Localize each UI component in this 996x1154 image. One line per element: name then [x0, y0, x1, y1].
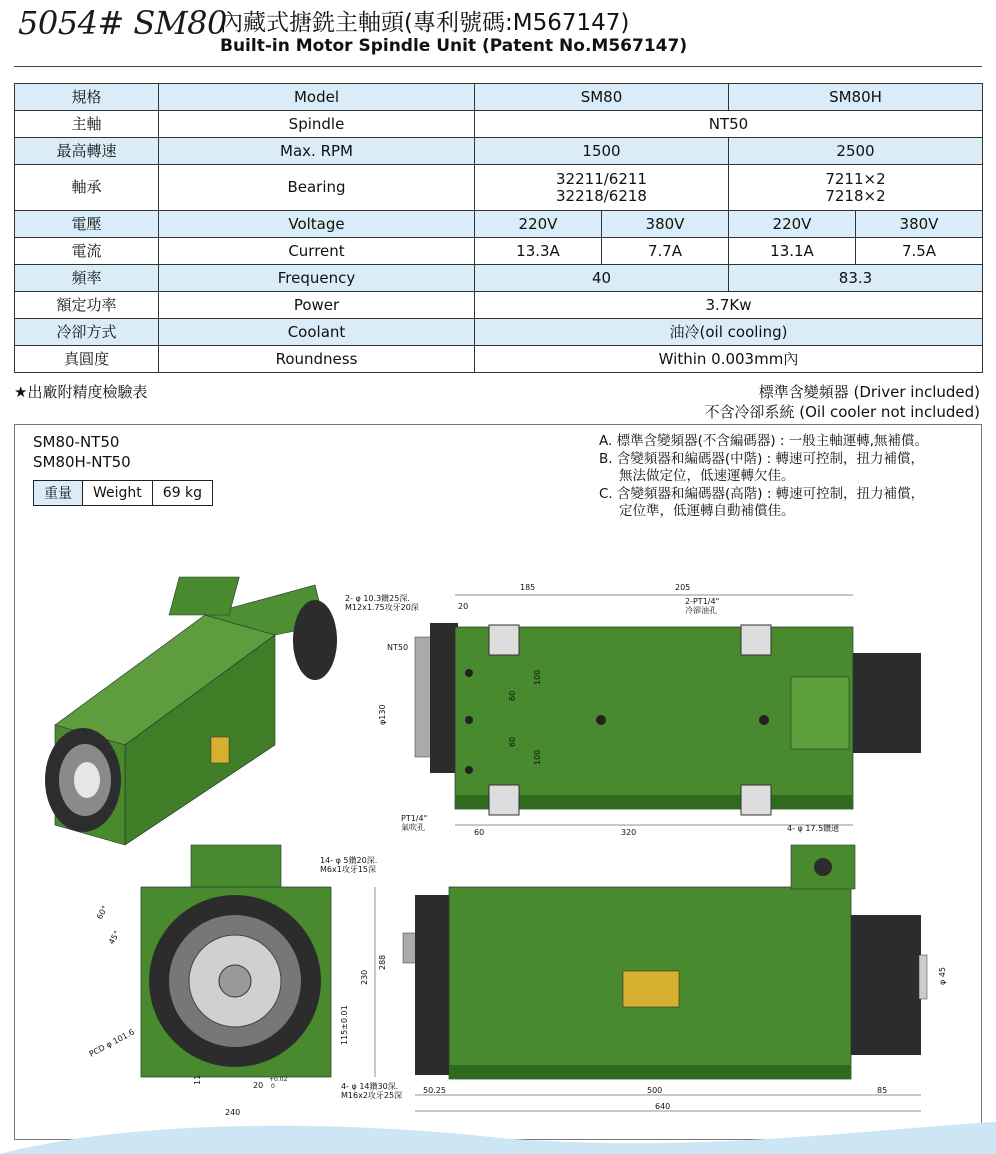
weight-label-en: Weight — [83, 481, 153, 506]
dim-100a: 100 — [533, 669, 542, 685]
front-view — [88, 845, 402, 1117]
cell: 13.3A — [475, 238, 602, 265]
cell: 真圓度 — [15, 346, 159, 373]
note-h14: 14- φ 5鑽20深. — [320, 856, 378, 865]
model-label-2: SM80H-NT50 — [33, 453, 131, 471]
row-roundness — [15, 346, 983, 373]
cell: NT50 — [475, 111, 983, 138]
cell: 最高轉速 — [15, 138, 159, 165]
note-hole-top-2: M12x1.75攻牙20深 — [345, 603, 419, 612]
cell-line: 7218×2 — [825, 186, 886, 205]
note-pt14: 2-PT1/4" — [685, 597, 720, 606]
dim-230: 230 — [360, 969, 369, 985]
cell: 電流 — [15, 238, 159, 265]
cell-line: 7211×2 — [825, 169, 886, 188]
angle-45: 45° — [106, 929, 122, 946]
cell-line: 32211/6211 — [556, 169, 647, 188]
dim-20-tol: 20 — [253, 1081, 264, 1090]
side-view — [403, 845, 947, 1111]
cell: SM80 — [475, 84, 729, 111]
dim-phi130: φ130 — [378, 704, 387, 725]
cooler-note: 不含冷卻系統 (Oil cooler not included) — [704, 403, 980, 421]
cell: Roundness — [159, 346, 475, 373]
cell: 額定功率 — [15, 292, 159, 319]
cell: 油冷(oil cooling) — [475, 319, 983, 346]
row-spindle — [15, 111, 983, 138]
dim-20: 20 — [458, 602, 469, 611]
cell: 13.1A — [729, 238, 856, 265]
drawing-panel — [14, 424, 982, 1140]
dim-11: 11 — [193, 1074, 202, 1085]
row-bearing — [15, 165, 983, 211]
dim-640: 640 — [655, 1102, 671, 1111]
cell: SM80H — [729, 84, 983, 111]
weight-value: 69 kg — [152, 481, 212, 506]
cell: 軸承 — [15, 165, 159, 211]
note-hole-top: 2- φ 10.3鑽25深. — [345, 594, 410, 603]
note-h14-b: M6x1攻牙15深 — [320, 865, 376, 874]
cell: 220V — [475, 211, 602, 238]
cell: Spindle — [159, 111, 475, 138]
cell-line: 32218/6218 — [556, 186, 647, 205]
dim-205: 205 — [675, 583, 691, 592]
row-coolant — [15, 319, 983, 346]
cell: Power — [159, 292, 475, 319]
cell — [729, 165, 983, 211]
cell: 冷卻方式 — [15, 319, 159, 346]
note-hole-bot: 4- φ 17.5鑽通 — [787, 824, 840, 833]
title-en: Built-in Motor Spindle Unit (Patent No.M567147) — [220, 36, 688, 56]
cell: Model — [159, 84, 475, 111]
row-power — [15, 292, 983, 319]
inspection-note: ★出廠附精度檢驗表 — [14, 383, 148, 401]
note-b: B. 含變頻器和編碼器(中階) : 轉速可控制，扭力補償， — [599, 450, 925, 467]
cell: 2500 — [729, 138, 983, 165]
cell: 7.7A — [602, 238, 729, 265]
note-pt14-b: 冷卻油孔 — [685, 606, 717, 615]
isometric-view — [45, 577, 337, 845]
dim-pcd: PCD φ 101.6 — [87, 1027, 136, 1059]
dim-phi45: φ 45 — [938, 967, 947, 985]
cell: Frequency — [159, 265, 475, 292]
technical-drawing — [15, 425, 981, 1139]
row-rpm — [15, 138, 983, 165]
cell: 380V — [856, 211, 983, 238]
note-c: C. 含變頻器和編碼器(高階) : 轉速可控制，扭力補償， — [599, 485, 925, 502]
angle-60: 60° — [94, 904, 110, 921]
row-current — [15, 238, 983, 265]
dim-115: 115±0.01 — [340, 1005, 349, 1045]
note-a: A. 標準含變頻器(不含編碼器) : 一般主軸運轉,無補償。 — [599, 433, 929, 449]
dim-50-25: 50.25 — [423, 1086, 446, 1095]
cell: 7.5A — [856, 238, 983, 265]
cell: 3.7Kw — [475, 292, 983, 319]
title-cn: 內藏式搪銑主軸頭(專利號碼:M567147) — [220, 10, 630, 36]
cell: 主軸 — [15, 111, 159, 138]
top-view — [345, 583, 921, 837]
tol-up: +0.02 — [269, 1076, 288, 1083]
cell: 頻率 — [15, 265, 159, 292]
model-label-1: SM80-NT50 — [33, 433, 120, 451]
cell: 電壓 — [15, 211, 159, 238]
cell: 220V — [729, 211, 856, 238]
note-pt-air-2: 氣吹孔 — [401, 823, 425, 832]
spec-table — [14, 83, 983, 373]
cell: 40 — [475, 265, 729, 292]
dim-60a: 60 — [508, 690, 517, 701]
weight-label-cn: 重量 — [34, 481, 83, 506]
dim-240: 240 — [225, 1108, 241, 1117]
dim-288: 288 — [378, 954, 387, 970]
note-h4: 4- φ 14鑽30深. — [341, 1082, 399, 1091]
tol-down: 0 — [271, 1083, 275, 1090]
cell: 83.3 — [729, 265, 983, 292]
dim-500: 500 — [647, 1086, 663, 1095]
row-voltage — [15, 211, 983, 238]
dim-60b: 60 — [508, 736, 517, 747]
driver-note: 標準含變頻器 (Driver included) — [758, 383, 980, 401]
header-rule — [14, 66, 982, 67]
row-model — [15, 84, 983, 111]
note-c-cont: 定位準，低運轉自動補償佳。 — [619, 503, 795, 519]
dim-85: 85 — [877, 1086, 888, 1095]
note-pt-air: PT1/4" — [401, 814, 428, 823]
dim-100b: 100 — [533, 749, 542, 765]
cell — [475, 165, 729, 211]
cell: Voltage — [159, 211, 475, 238]
row-frequency — [15, 265, 983, 292]
cell: Within 0.003mm內 — [475, 346, 983, 373]
cell: Max. RPM — [159, 138, 475, 165]
cell: Current — [159, 238, 475, 265]
note-b-cont: 無法做定位，低速運轉欠佳。 — [619, 468, 795, 484]
dim-60: 60 — [474, 828, 485, 837]
cell: 規格 — [15, 84, 159, 111]
cell: Coolant — [159, 319, 475, 346]
cell: Bearing — [159, 165, 475, 211]
cell: 380V — [602, 211, 729, 238]
dim-320: 320 — [621, 828, 637, 837]
note-h4-b: M16x2攻牙25深 — [341, 1091, 403, 1100]
cell: 1500 — [475, 138, 729, 165]
dim-185: 185 — [520, 583, 536, 592]
bottom-wave — [0, 1118, 996, 1154]
label-nt50: NT50 — [387, 643, 409, 652]
model-code: 5054# SM80 — [18, 4, 227, 42]
